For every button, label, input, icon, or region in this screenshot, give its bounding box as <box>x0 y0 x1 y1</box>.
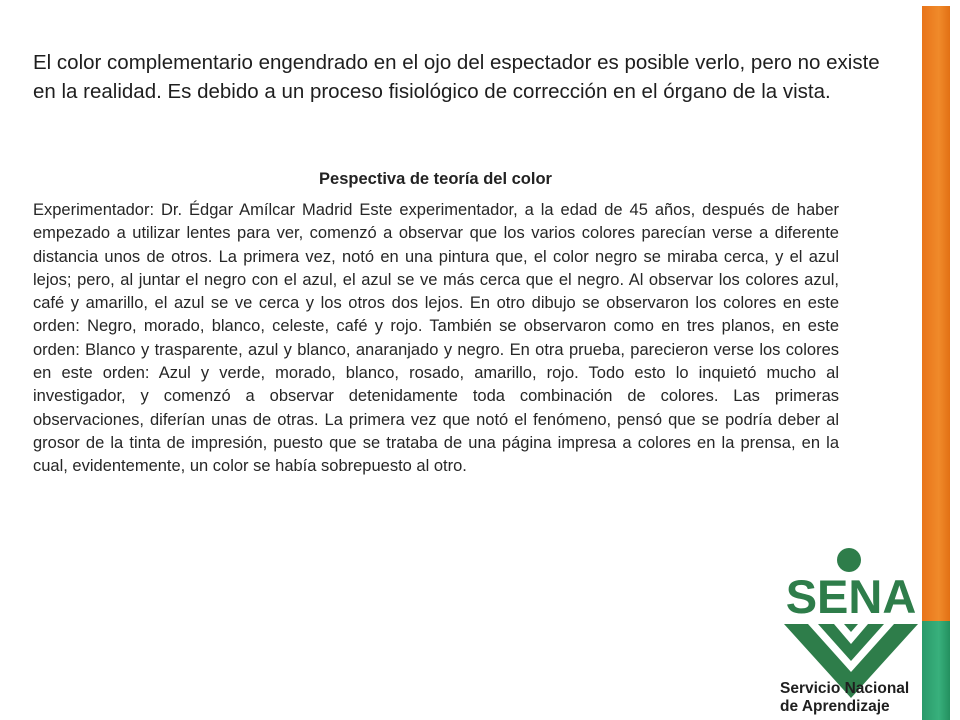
body-paragraph: Experimentador: Dr. Édgar Amílcar Madrid Este experimentador, a la edad de 45 años, después de haber empezado a utilizar lentes para ver, comenzó a observar que los varios colores parecían verse a diferente distancia unos de otros. La primera vez, notó en una pintura que, el color negro se miraba cerca, y el azul lejos; pero, al juntar el negro con el azul, el azul se ve más cerca que el negro. Al observar los colores azul, café y amarillo, el azul se ve cerca y los otros dos lejos. En otro dibujo se observaron los colores en este orden: Negro, morado, blanco, celeste, café y rojo. También se observaron como en tres planos, en este orden: Blanco y trasparente, azul y blanco, anaranjado y negro. En otra prueba, parecieron verse los colores en este orden: Azul y verde, morado, blanco, rosado, amarillo, rojo. Todo esto lo inquietó mucho al investigador, y comenzó a observar detenidamente toda combinación de colores. Las primeras observaciones, diferían unas de otras. La primera vez que notó el fenómeno, pensó que se podría deber al grosor de la tinta de impresión, puesto que se trataba de una página impresa a colores en la prensa, en la cual, evidentemente, un color se había sobrepuesto al otro. <box>33 201 839 476</box>
logo-wordmark: SENA <box>785 570 917 623</box>
orange-stripe <box>922 6 950 621</box>
logo-line-2: de Aprendizaje <box>780 698 890 715</box>
intro-paragraph: El color complementario engendrado en el ojo del espectador es posible verlo, pero no existe en la realidad. Es debido a un proceso fisiológico de corrección en el órgano de la vista. <box>33 51 880 103</box>
logo-caption <box>780 680 930 716</box>
logo-line-1: Servicio Nacional <box>780 680 910 697</box>
section-heading: Pespectiva de teoría del color <box>319 170 552 188</box>
